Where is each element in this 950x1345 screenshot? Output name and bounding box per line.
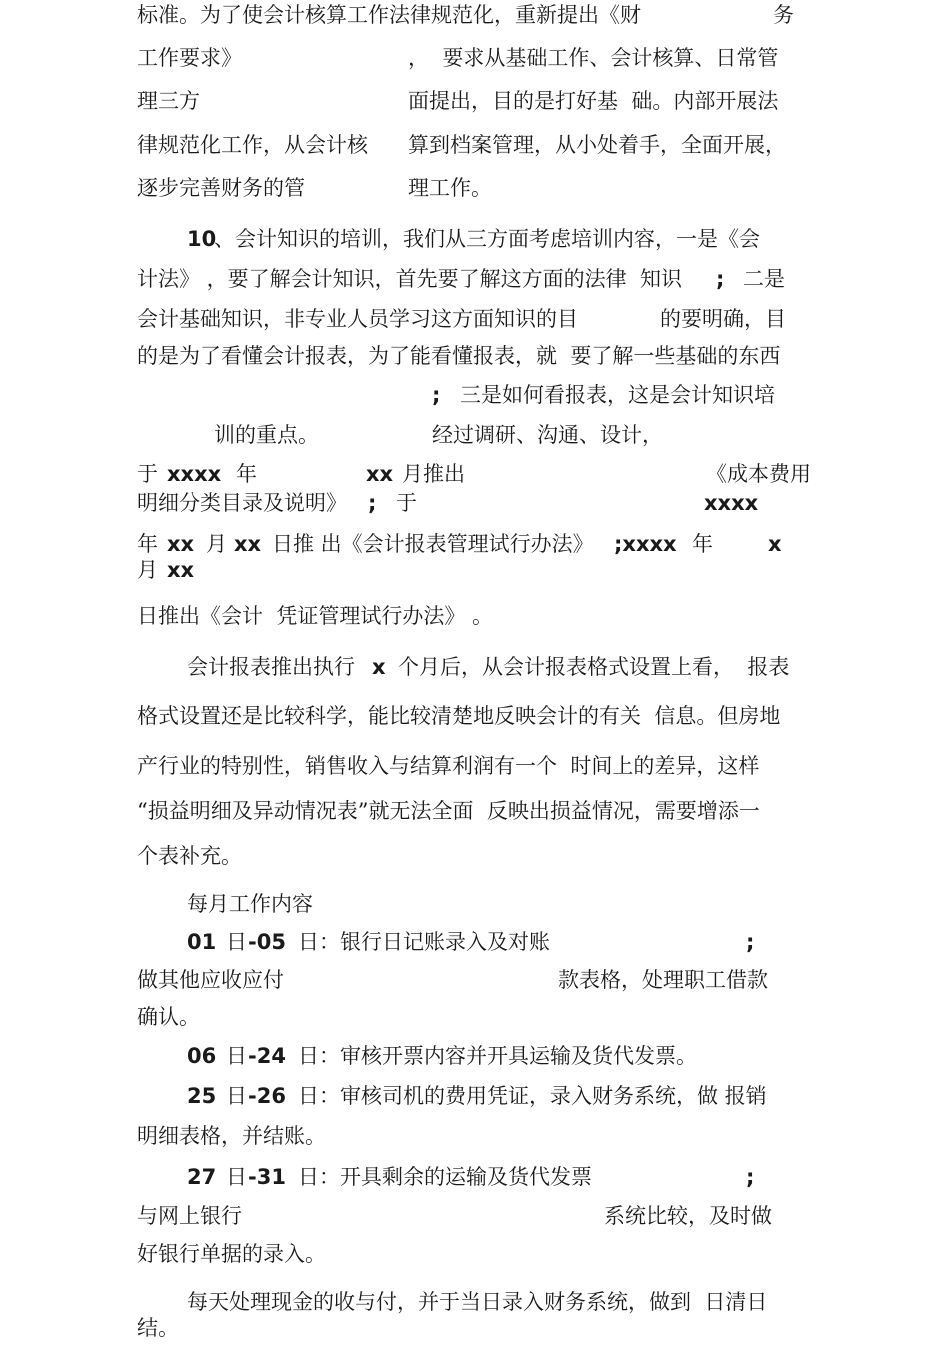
text-line: 每天处理现金的收与付，并于当日录入财务系统，做到 日清日	[187, 1290, 768, 1314]
placeholder-text: x	[768, 532, 782, 556]
text-line: 计法》 ，要了解会计知识，首先要了解这方面的法律 知识	[137, 267, 683, 291]
text-line: 工作要求》	[137, 46, 242, 70]
text-line: 结。	[137, 1316, 179, 1340]
text-line: 《成本费用	[706, 462, 811, 486]
text-line: 日推 出《会计报表管理试行办法》	[272, 532, 594, 556]
text-line: 日	[226, 1084, 247, 1108]
text-line: 理三方	[137, 89, 200, 113]
text-line: 月	[206, 532, 227, 556]
text-line: 与网上银行	[137, 1204, 242, 1228]
text-line: 会计基础知识，非专业人员学习这方面知识的目	[137, 307, 578, 331]
day-range: 25	[187, 1084, 217, 1108]
day-range: 27	[187, 1165, 217, 1189]
text-line: “损益明细及异动情况表”就无法全面 反映出损益情况，需要增添一	[137, 799, 760, 823]
section-heading: 每月工作内容	[187, 892, 313, 916]
text-line: 经过调研、沟通、设计，	[432, 423, 663, 447]
text-line: 日	[226, 1165, 247, 1189]
day-range: 01	[187, 930, 217, 954]
text-line: 明细表格，并结账。	[137, 1124, 326, 1148]
placeholder-text: xx	[234, 532, 262, 556]
section-number: 10	[187, 227, 217, 251]
day-range: -26	[248, 1084, 286, 1108]
day-range: 06	[187, 1044, 217, 1068]
placeholder-text: xxxx	[704, 491, 759, 515]
text-line: 标准。为了使会计核算工作法律规范化，重新提出《财	[137, 3, 641, 27]
text-line: 日	[226, 1044, 247, 1068]
text-line: 做其他应收应付	[137, 968, 284, 992]
text-line: 好银行单据的录入。	[137, 1242, 326, 1266]
text-line: 日推出《会计 凭证管理试行办法》 。	[137, 604, 494, 628]
semicolon: ;	[746, 1165, 755, 1189]
text-line: 于	[396, 491, 417, 515]
text-line: 日：审核司机的费用凭证，录入财务系统，做 报销	[298, 1084, 767, 1108]
placeholder-text: xx	[366, 462, 394, 486]
text-line: 二是	[743, 267, 785, 291]
semicolon: ;	[746, 930, 755, 954]
text-line: 明细分类目录及说明》	[137, 491, 347, 515]
text-line: 月	[137, 558, 158, 582]
text-line: 务	[773, 3, 794, 27]
text-line: 于	[137, 462, 158, 486]
text-line: 个表补充。	[137, 844, 242, 868]
text-line: 个月后，从会计报表格式设置上看， 报表	[398, 655, 790, 679]
day-range: -31	[248, 1165, 286, 1189]
text-line: ， 要求从基础工作、会计核算、日常管	[408, 46, 779, 70]
text-line: 格式设置还是比较科学，能比较清楚地反映会计的有关 信息。但房地	[137, 704, 781, 728]
text-line: 年	[236, 462, 257, 486]
text-line: 年	[137, 532, 158, 556]
text-line: 款表格，处理职工借款	[558, 968, 768, 992]
text-line: 理工作。	[408, 176, 492, 200]
text-line: 产行业的特别性，销售收入与结算利润有一个 时间上的差异，这样	[137, 754, 760, 778]
text-line: 三是如何看报表，这是会计知识培	[460, 383, 775, 407]
placeholder-text: ;xxxx	[614, 532, 677, 556]
day-range: -24	[248, 1044, 286, 1068]
placeholder-text: xxxx	[167, 462, 222, 486]
text-line: 逐步完善财务的管	[137, 176, 305, 200]
text-line: 日：开具剩余的运输及货代发票	[298, 1165, 592, 1189]
semicolon: ;	[368, 491, 377, 515]
semicolon: ;	[432, 383, 441, 407]
semicolon: ;	[716, 267, 725, 291]
text-line: 系统比较，及时做	[604, 1204, 772, 1228]
day-range: -05	[248, 930, 286, 954]
text-line: 确认。	[137, 1005, 200, 1029]
placeholder-text: x	[372, 655, 386, 679]
text-line: 、会计知识的培训，我们从三方面考虑培训内容，一是《会	[214, 227, 760, 251]
text-line: 算到档案管理，从小处着手，全面开展，	[408, 133, 786, 157]
text-line: 日：银行日记账录入及对账	[298, 930, 550, 954]
text-line: 日	[226, 930, 247, 954]
text-line: 的是为了看懂会计报表，为了能看懂报表，就 要了解一些基础的东西	[137, 344, 781, 368]
text-line: 会计报表推出执行	[187, 655, 355, 679]
text-line: 年	[692, 532, 713, 556]
placeholder-text: xx	[167, 558, 195, 582]
text-line: 日：审核开票内容并开具运输及货代发票。	[298, 1044, 697, 1068]
text-line: 的要明确，目	[660, 307, 786, 331]
text-line: 律规范化工作，从会计核	[137, 133, 368, 157]
text-line: 面提出，目的是打好基 础。内部开展法	[408, 89, 779, 113]
text-line: 训的重点。	[214, 423, 319, 447]
placeholder-text: xx	[167, 532, 195, 556]
text-line: 月推出	[402, 462, 465, 486]
